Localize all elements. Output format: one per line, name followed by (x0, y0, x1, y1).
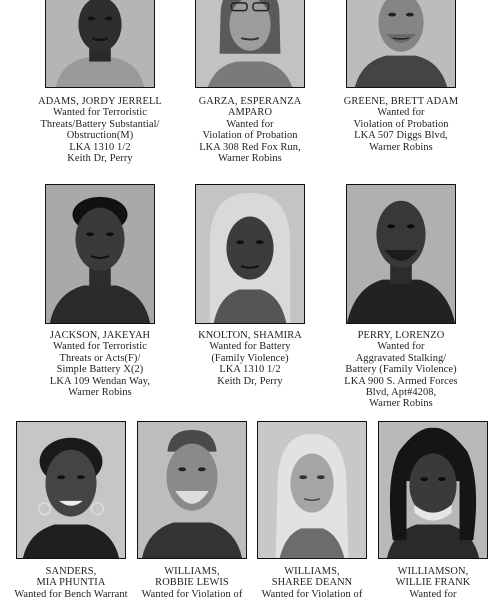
caption-line: Obstruction(M) (66, 130, 134, 142)
caption-line: Blvd, Apt#4208, (365, 387, 437, 399)
caption-line: Threats/Battery Substantial/ (40, 118, 160, 130)
caption-sanders (6, 566, 136, 600)
caption-line: Wanted for Bench Warrant (14, 588, 128, 600)
caption-line: Battery (Family Violence) (345, 364, 457, 376)
caption-line: WILLIAMS, (164, 566, 220, 577)
caption-line: ROBBIE LEWIS (155, 577, 229, 589)
caption-line: MIA PHUNTIA (36, 577, 106, 589)
caption-line: Wanted for Battery (209, 341, 291, 353)
mugshot-williams-robbie (137, 421, 247, 559)
mugshot-garza (195, 0, 305, 88)
caption-line: PERRY, LORENZO (357, 330, 445, 341)
mugshot-sanders (16, 421, 126, 559)
caption-line: Wanted for (377, 341, 425, 353)
caption-line: Wanted for Terroristic (53, 341, 147, 353)
caption-line: Threats or Acts(F)/ (59, 352, 141, 364)
caption-line: LKA 308 Red Fox Run, (199, 141, 301, 153)
caption-line: SANDERS, (45, 566, 97, 577)
caption-line: Violation of Probation (353, 118, 449, 130)
caption-williams-sharee (247, 566, 377, 600)
caption-garza (170, 96, 330, 164)
caption-line: KNOLTON, SHAMIRA (198, 330, 302, 341)
caption-line: Wanted for Violation of (141, 588, 243, 600)
caption-line: Wanted for (377, 107, 425, 119)
caption-line: Warner Robins (218, 153, 282, 165)
mugshot-adams (45, 0, 155, 88)
mugshot-greene (346, 0, 456, 88)
caption-perry (318, 330, 484, 410)
caption-line: AMPARO (227, 107, 273, 119)
caption-line: Wanted for Violation of (261, 588, 363, 600)
mugshot-williams-sharee (257, 421, 367, 559)
caption-line: Warner Robins (369, 141, 433, 153)
caption-knolton (170, 330, 330, 387)
caption-line: Keith Dr, Perry (67, 153, 133, 165)
caption-line: GREENE, BRETT ADAM (343, 96, 459, 107)
caption-williams-robbie (127, 566, 257, 600)
caption-line: WILLIE FRANK (395, 577, 471, 589)
mugshot-knolton (195, 184, 305, 324)
caption-line: LKA 1310 1/2 (219, 364, 281, 376)
caption-line: WILLIAMS, (284, 566, 340, 577)
caption-line: Simple Battery X(2) (56, 364, 144, 376)
caption-line: SHAREE DEANN (271, 577, 353, 589)
caption-line: Wanted for Terroristic (53, 107, 147, 119)
caption-line: LKA 1310 1/2 (69, 141, 131, 153)
caption-line: Warner Robins (369, 398, 433, 410)
caption-line: LKA 507 Diggs Blvd, (354, 130, 448, 142)
caption-line: LKA 900 S. Armed Forces (344, 375, 458, 387)
caption-line: Wanted for (226, 118, 274, 130)
caption-adams (20, 96, 180, 164)
caption-line: Warner Robins (68, 387, 132, 399)
caption-line: GARZA, ESPERANZA (198, 96, 302, 107)
mugshot-williamson (378, 421, 488, 559)
caption-greene (321, 96, 481, 153)
caption-williamson (368, 566, 498, 600)
mugshot-perry (346, 184, 456, 324)
caption-line: WILLIAMSON, (397, 566, 469, 577)
caption-line: Aggravated Stalking/ (355, 352, 447, 364)
caption-line: Violation of Probation (202, 130, 298, 142)
caption-line: JACKSON, JAKEYAH (49, 330, 151, 341)
caption-line: LKA 109 Wendan Way, (49, 375, 151, 387)
caption-line: ADAMS, JORDY JERRELL (38, 96, 162, 107)
caption-line: Keith Dr, Perry (217, 375, 283, 387)
caption-jackson (20, 330, 180, 398)
caption-line: Wanted for (409, 588, 457, 600)
caption-line: (Family Violence) (211, 352, 289, 364)
mugshot-jackson (45, 184, 155, 324)
